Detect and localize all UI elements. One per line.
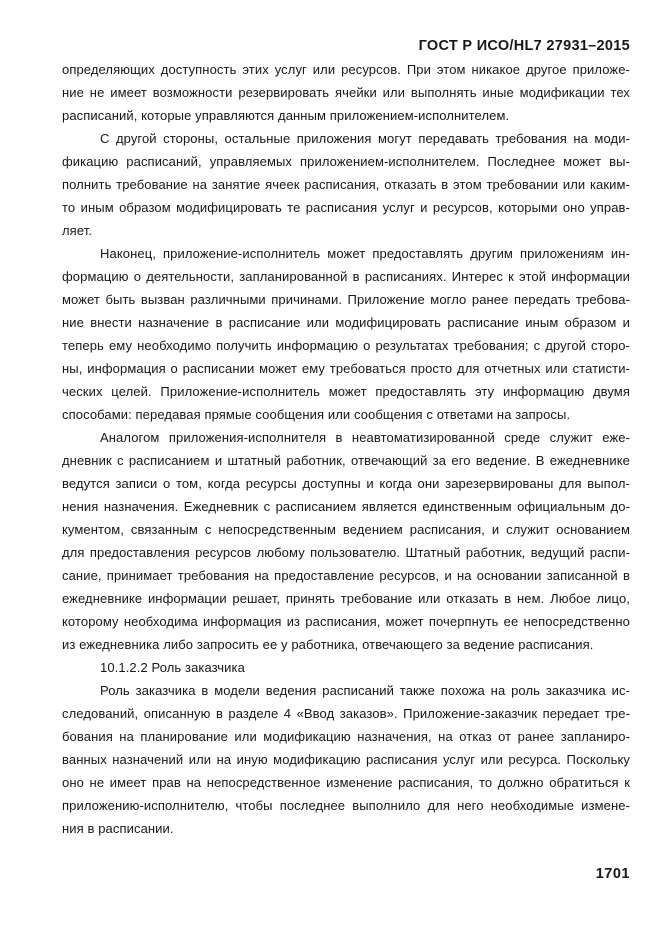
text-line: ческих целей. Приложение-исполнитель может предоставлять эту информацию двумя — [62, 384, 630, 399]
text-line: может быть вызван различными причинами. Приложение могло ранее передать требова- — [62, 292, 630, 307]
page-number: 1701 — [595, 866, 630, 882]
text-line: расписаний, которые управляются данным приложением-исполнителем. — [62, 108, 510, 123]
text-block — [62, 58, 630, 840]
text-line: определяющих доступность этих услуг или ресурсов. При этом никакое другое приложе- — [62, 62, 630, 77]
text-line: приложению-исполнителю, чтобы последнее выполнило для него необходимые измене- — [62, 798, 630, 813]
text-line: нения назначения. Ежедневник с расписанием является единственным официальным до- — [62, 499, 630, 514]
text-line: теперь ему необходимо получить информацию о результатах требования; с другой сторо- — [62, 338, 630, 353]
text-line: для предоставления ресурсов любому пользователю. Штатный работник, ведущий распи- — [62, 545, 630, 560]
text-line: ляет. — [62, 223, 93, 238]
text-line: Наконец, приложение-исполнитель может предоставлять другим приложениям ин- — [100, 246, 630, 261]
text-line: бования на планирование или модификацию назначения, на отказ от ранее запланиро- — [62, 729, 630, 744]
text-line: ежедневнике информации решает, принять требование или отказать в нем. Любое лицо, — [62, 591, 630, 606]
text-line: способами: передавая прямые сообщения или сообщения с ответами на запросы. — [62, 407, 571, 422]
text-line: которому необходима информация из расписания, может почерпнуть ее непосредственно — [62, 614, 630, 629]
document-header-standard-code: ГОСТ Р ИСО/HL7 27931–2015 — [418, 38, 630, 54]
text-line: ние внести назначение в расписание или модифицировать расписание иным образом и — [62, 315, 630, 330]
text-line: Роль заказчика в модели ведения расписаний также похожа на роль заказчика ис- — [100, 683, 630, 698]
text-line: из ежедневника либо запросить ее у работника, отвечающего за ведение расписания. — [62, 637, 594, 652]
text-line: ны, информация о расписании может ему требоваться просто для отчетных или статисти- — [62, 361, 630, 376]
text-line: следований, описанную в разделе 4 «Ввод заказов». Приложение-заказчик передает тре- — [62, 706, 630, 721]
text-line: ние не имеет возможности резервировать ячейки или выполнять иные модификации тех — [62, 85, 630, 100]
text-line: полнить требование на занятие ячеек расписания, отказать в этом требовании или каким- — [62, 177, 630, 192]
text-line: фикацию расписаний, управляемых приложением-исполнителем. Последнее может вы- — [62, 154, 630, 169]
text-line: ведутся записи о том, когда ресурсы доступны и когда они зарезервированы для выпол- — [62, 476, 630, 491]
text-line: сание, принимает требования на предоставление ресурсов, и на основании записанной в — [62, 568, 630, 583]
section-heading: 10.1.2.2 Роль заказчика — [100, 660, 245, 675]
text-line: кументом, связанным с непосредственным ведением расписания, и служит основанием — [62, 522, 630, 537]
text-line: то иным образом модифицировать те расписания услуг и ресурсов, которыми оно управ- — [62, 200, 630, 215]
text-line: оно не имеет прав на непосредственное изменение расписания, то должно обратиться к — [62, 775, 630, 790]
text-line: ванных назначений или на иную модификацию расписания услуг или ресурса. Поскольку — [62, 752, 630, 767]
text-line: ния в расписании. — [62, 821, 174, 836]
text-line: дневник с расписанием и штатный работник, отвечающий за его ведение. В ежедневнике — [62, 453, 630, 468]
text-line: С другой стороны, остальные приложения могут передавать требования на моди- — [100, 131, 630, 146]
text-line: формацию о деятельности, запланированной в расписаниях. Интерес к этой информации — [62, 269, 630, 284]
text-line: Аналогом приложения-исполнителя в неавтоматизированной среде служит еже- — [100, 430, 630, 445]
